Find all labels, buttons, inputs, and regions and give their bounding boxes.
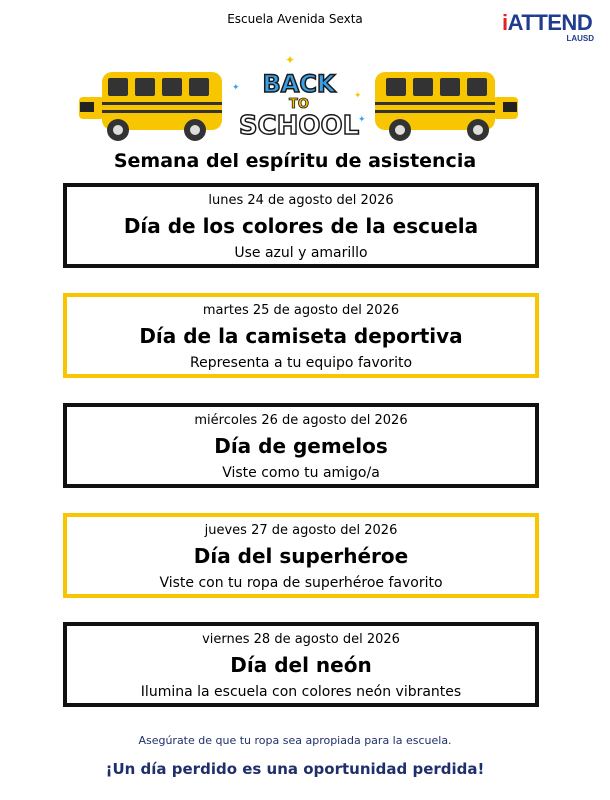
day-name: Día del superhéroe [193, 544, 409, 568]
attendance-slogan: ¡Un día perdido es una oportunidad perdida! [105, 760, 485, 778]
sparkle-icon: ✦ [358, 115, 366, 125]
sparkle-icon: ✦ [354, 91, 362, 101]
day-description: Use azul y amarillo [234, 245, 368, 261]
day-name: Día de los colores de la escuela [123, 214, 479, 238]
day-name: Día de gemelos [214, 434, 388, 458]
sparkle-icon: ✦ [232, 83, 240, 93]
dress-code-note: Asegúrate de que tu ropa sea apropiada para la escuela. [138, 734, 452, 747]
iattend-logo: iATTEND LAUSD [502, 10, 594, 43]
day-name: Día de la camiseta deportiva [139, 324, 463, 348]
day-description: Viste como tu amigo/a [222, 465, 380, 481]
day-card-monday [63, 183, 539, 268]
school-bus-right-icon [375, 72, 518, 141]
day-name: Día del neón [230, 653, 372, 677]
day-card-wednesday [63, 403, 539, 488]
lausd-label: LAUSD [566, 34, 594, 43]
day-date: martes 25 de agosto del 2026 [202, 303, 400, 318]
school-bus-left-icon [79, 72, 222, 141]
day-card-friday [63, 622, 539, 707]
page-title: Semana del espíritu de asistencia [113, 150, 477, 172]
day-card-tuesday [63, 293, 539, 378]
sparkle-icon: ✦ [285, 53, 296, 67]
day-description: Representa a tu equipo favorito [189, 355, 413, 371]
day-date: miércoles 26 de agosto del 2026 [194, 413, 408, 428]
day-description: Ilumina la escuela con colores neón vibrantes [140, 684, 462, 700]
day-description: Viste con tu ropa de superhéroe favorito [159, 575, 443, 591]
day-card-thursday [63, 513, 539, 598]
day-date: jueves 27 de agosto del 2026 [204, 523, 398, 538]
school-name: Escuela Avenida Sexta [227, 12, 363, 26]
back-text: BACK [262, 70, 336, 98]
school-text: SCHOOL [238, 111, 360, 141]
to-text: TO [289, 97, 309, 112]
day-date: lunes 24 de agosto del 2026 [208, 193, 394, 208]
back-to-school-banner [0, 50, 610, 150]
day-date: viernes 28 de agosto del 2026 [202, 632, 400, 647]
